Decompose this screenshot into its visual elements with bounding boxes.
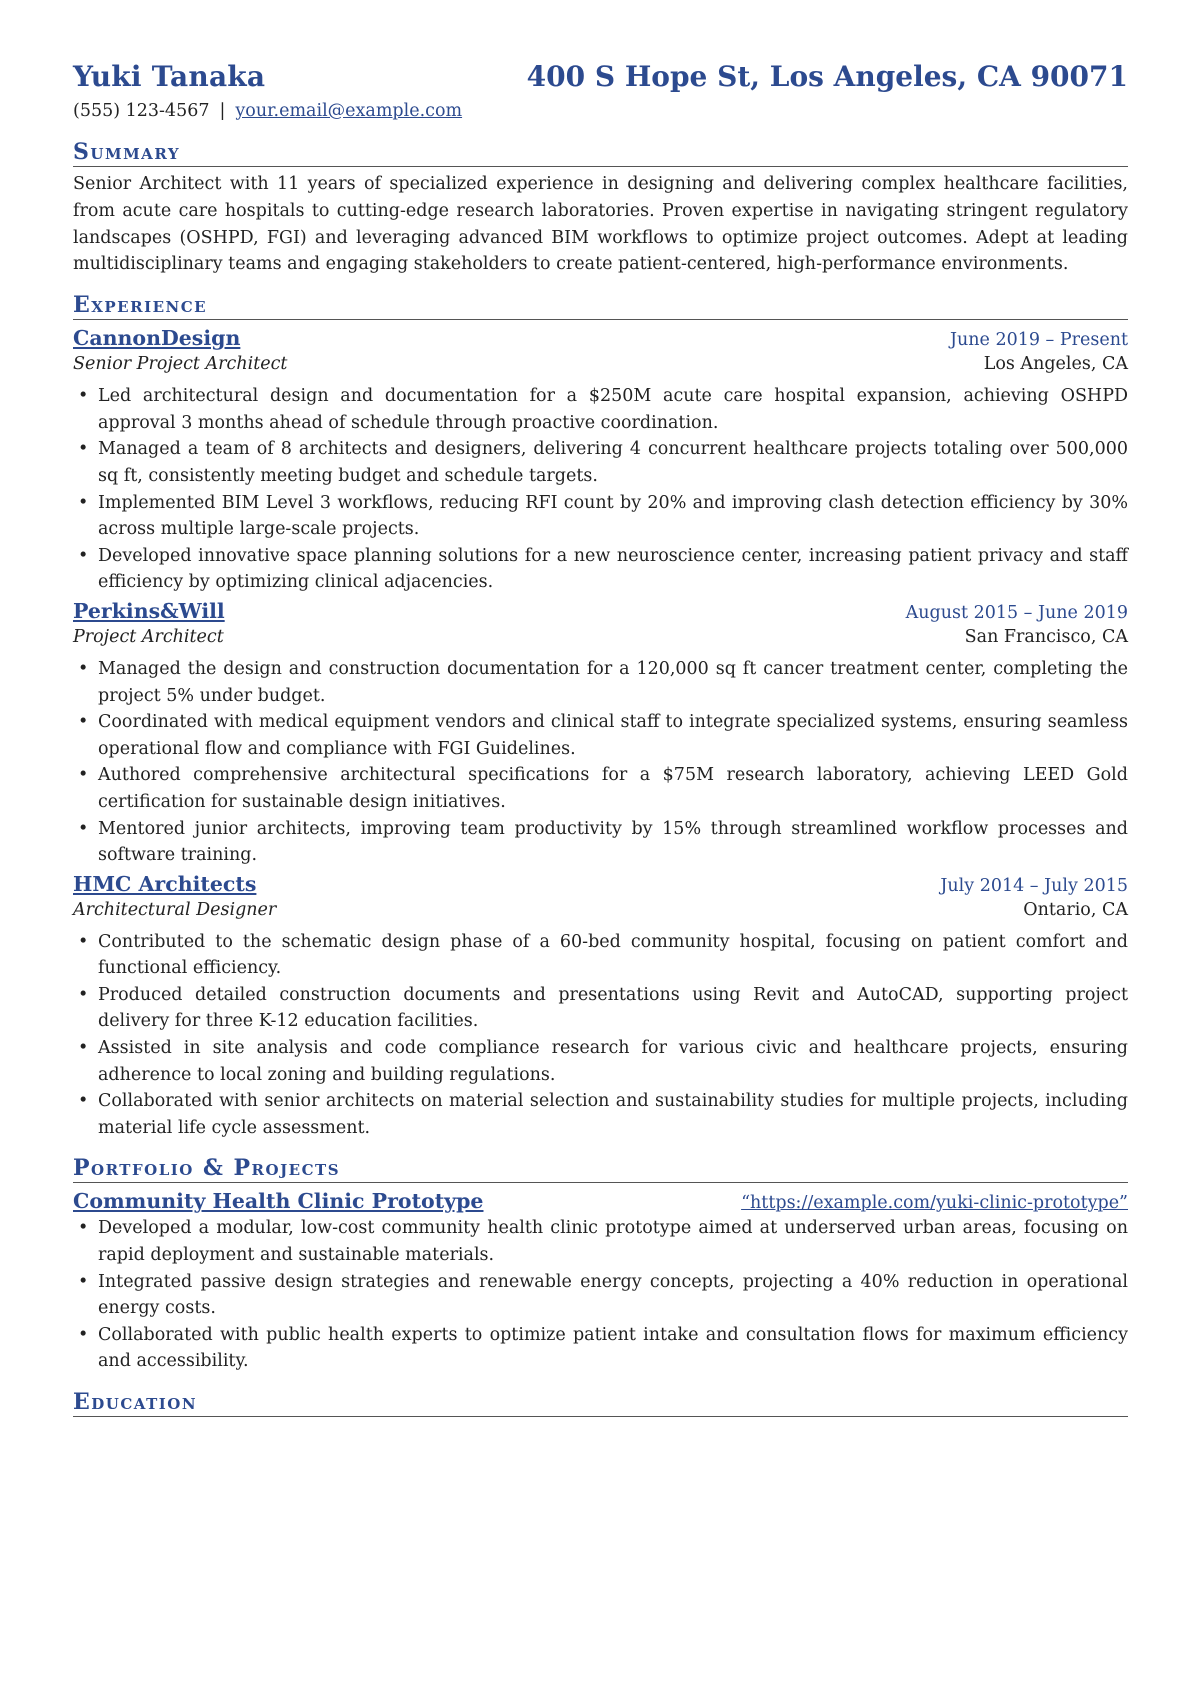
bullet-item: • Assisted in site analysis and code compliance research for various civic and healthcare projects, ensuring adherence to local zoning and building regulations. [73, 1035, 1128, 1088]
section-title-experience: Experience [73, 292, 1128, 320]
job-location: San Francisco, CA [964, 626, 1128, 647]
person-name: Yuki Tanaka [73, 60, 266, 93]
section-title-summary: Summary [73, 139, 1128, 167]
bullet-item: • Coordinated with medical equipment vendors and clinical staff to integrate specialized systems, ensuring seamless operational flow and compliance with FGI Guidelines. [73, 709, 1128, 762]
bullet-item: • Contributed to the schematic design phase of a 60-bed community hospital, focusing on patient comfort and functional efficiency. [73, 929, 1128, 982]
job-subheader [73, 627, 1128, 647]
contact-line [73, 101, 1128, 121]
project-header [73, 1189, 1128, 1213]
bullet-item: • Collaborated with public health experts to optimize patient intake and consultation flows for maximum efficiency and accessibility. [73, 1322, 1128, 1375]
bullet-item: • Authored comprehensive architectural specifications for a $75M research laboratory, achieving LEED Gold certification for sustainable design initiatives. [73, 762, 1128, 815]
bullet-item: • Led architectural design and documentation for a $250M acute care hospital expansion, achieving OSHPD approval 3 months ahead of schedule through proactive coordination. [73, 383, 1128, 436]
job-role: Project Architect [73, 626, 224, 647]
email-link[interactable]: your.email@example.com [235, 101, 463, 121]
company-link[interactable]: Perkins&Will [73, 598, 225, 623]
bullet-item: • Mentored junior architects, improving team productivity by 15% through streamlined workflow processes and software training. [73, 816, 1128, 869]
address: 400 S Hope St, Los Angeles, CA 90071 [526, 60, 1128, 93]
job-header [73, 599, 1128, 623]
resume-header [73, 60, 1128, 93]
section-title-portfolio: Portfolio & Projects [73, 1155, 1128, 1183]
job-role: Architectural Designer [73, 899, 277, 920]
job-entry [73, 872, 1128, 1142]
bullet-item: • Implemented BIM Level 3 workflows, reducing RFI count by 20% and improving clash detection efficiency by 30% across multiple large-scale projects. [73, 490, 1128, 543]
summary-section [73, 139, 1128, 278]
job-bullets [73, 929, 1128, 1142]
job-entry [73, 326, 1128, 596]
bullet-item: • Developed a modular, low-cost community health clinic prototype aimed at underserved urban areas, focusing on rapid deployment and sustainable materials. [73, 1215, 1128, 1268]
summary-text: Senior Architect with 11 years of specialized experience in designing and delivering complex healthcare facilities, from acute care hospitals to cutting-edge research laboratories. Proven expertise in navigating stringent regulatory landscapes (OSHPD, FGI) and leveraging advanced BIM workflows to optimize project outcomes. Adept at leading multidisciplinary teams and engaging stakeholders to create patient-centered, high-performance environments. [73, 174, 1128, 275]
portfolio-section [73, 1155, 1128, 1375]
bullet-item: • Collaborated with senior architects on material selection and sustainability studies for multiple projects, including material life cycle assessment. [73, 1088, 1128, 1141]
job-entry [73, 599, 1128, 869]
company-link[interactable]: CannonDesign [73, 326, 241, 351]
experience-section [73, 292, 1128, 1141]
job-bullets [73, 383, 1128, 596]
bullet-item: • Integrated passive design strategies and renewable energy concepts, projecting a 40% reduction in operational energy costs. [73, 1269, 1128, 1322]
education-section [73, 1389, 1128, 1417]
bullet-item: • Produced detailed construction documents and presentations using Revit and AutoCAD, supporting project delivery for three K-12 education facilities. [73, 982, 1128, 1035]
job-dates: June 2019 – Present [949, 330, 1128, 351]
job-dates: July 2014 – July 2015 [940, 875, 1128, 896]
bullet-item: • Developed innovative space planning solutions for a new neuroscience center, increasing patient privacy and staff efficiency by optimizing clinical adjacencies. [73, 543, 1128, 596]
job-location: Ontario, CA [1023, 899, 1128, 920]
job-subheader [73, 354, 1128, 374]
project-url-link[interactable]: “https://example.com/yuki-clinic-prototype” [741, 1193, 1128, 1214]
bullet-item: • Managed the design and construction documentation for a 120,000 sq ft cancer treatment center, completing the project 5% under budget. [73, 656, 1128, 709]
section-title-education: Education [73, 1389, 1128, 1417]
job-bullets [73, 656, 1128, 869]
bullet-item: • Managed a team of 8 architects and designers, delivering 4 concurrent healthcare projects totaling over 500,000 sq ft, consistently meeting budget and schedule targets. [73, 436, 1128, 489]
job-location: Los Angeles, CA [983, 354, 1128, 375]
phone-number: (555) 123-4567 [73, 101, 210, 121]
job-role: Senior Project Architect [73, 354, 288, 375]
resume-page [73, 60, 1128, 1417]
contact-separator: | [219, 101, 226, 121]
job-header [73, 872, 1128, 896]
company-link[interactable]: HMC Architects [73, 871, 257, 896]
job-header [73, 326, 1128, 350]
job-dates: August 2015 – June 2019 [905, 602, 1128, 623]
project-title-link[interactable]: Community Health Clinic Prototype [73, 1189, 484, 1214]
project-bullets [73, 1215, 1128, 1375]
job-subheader [73, 900, 1128, 920]
